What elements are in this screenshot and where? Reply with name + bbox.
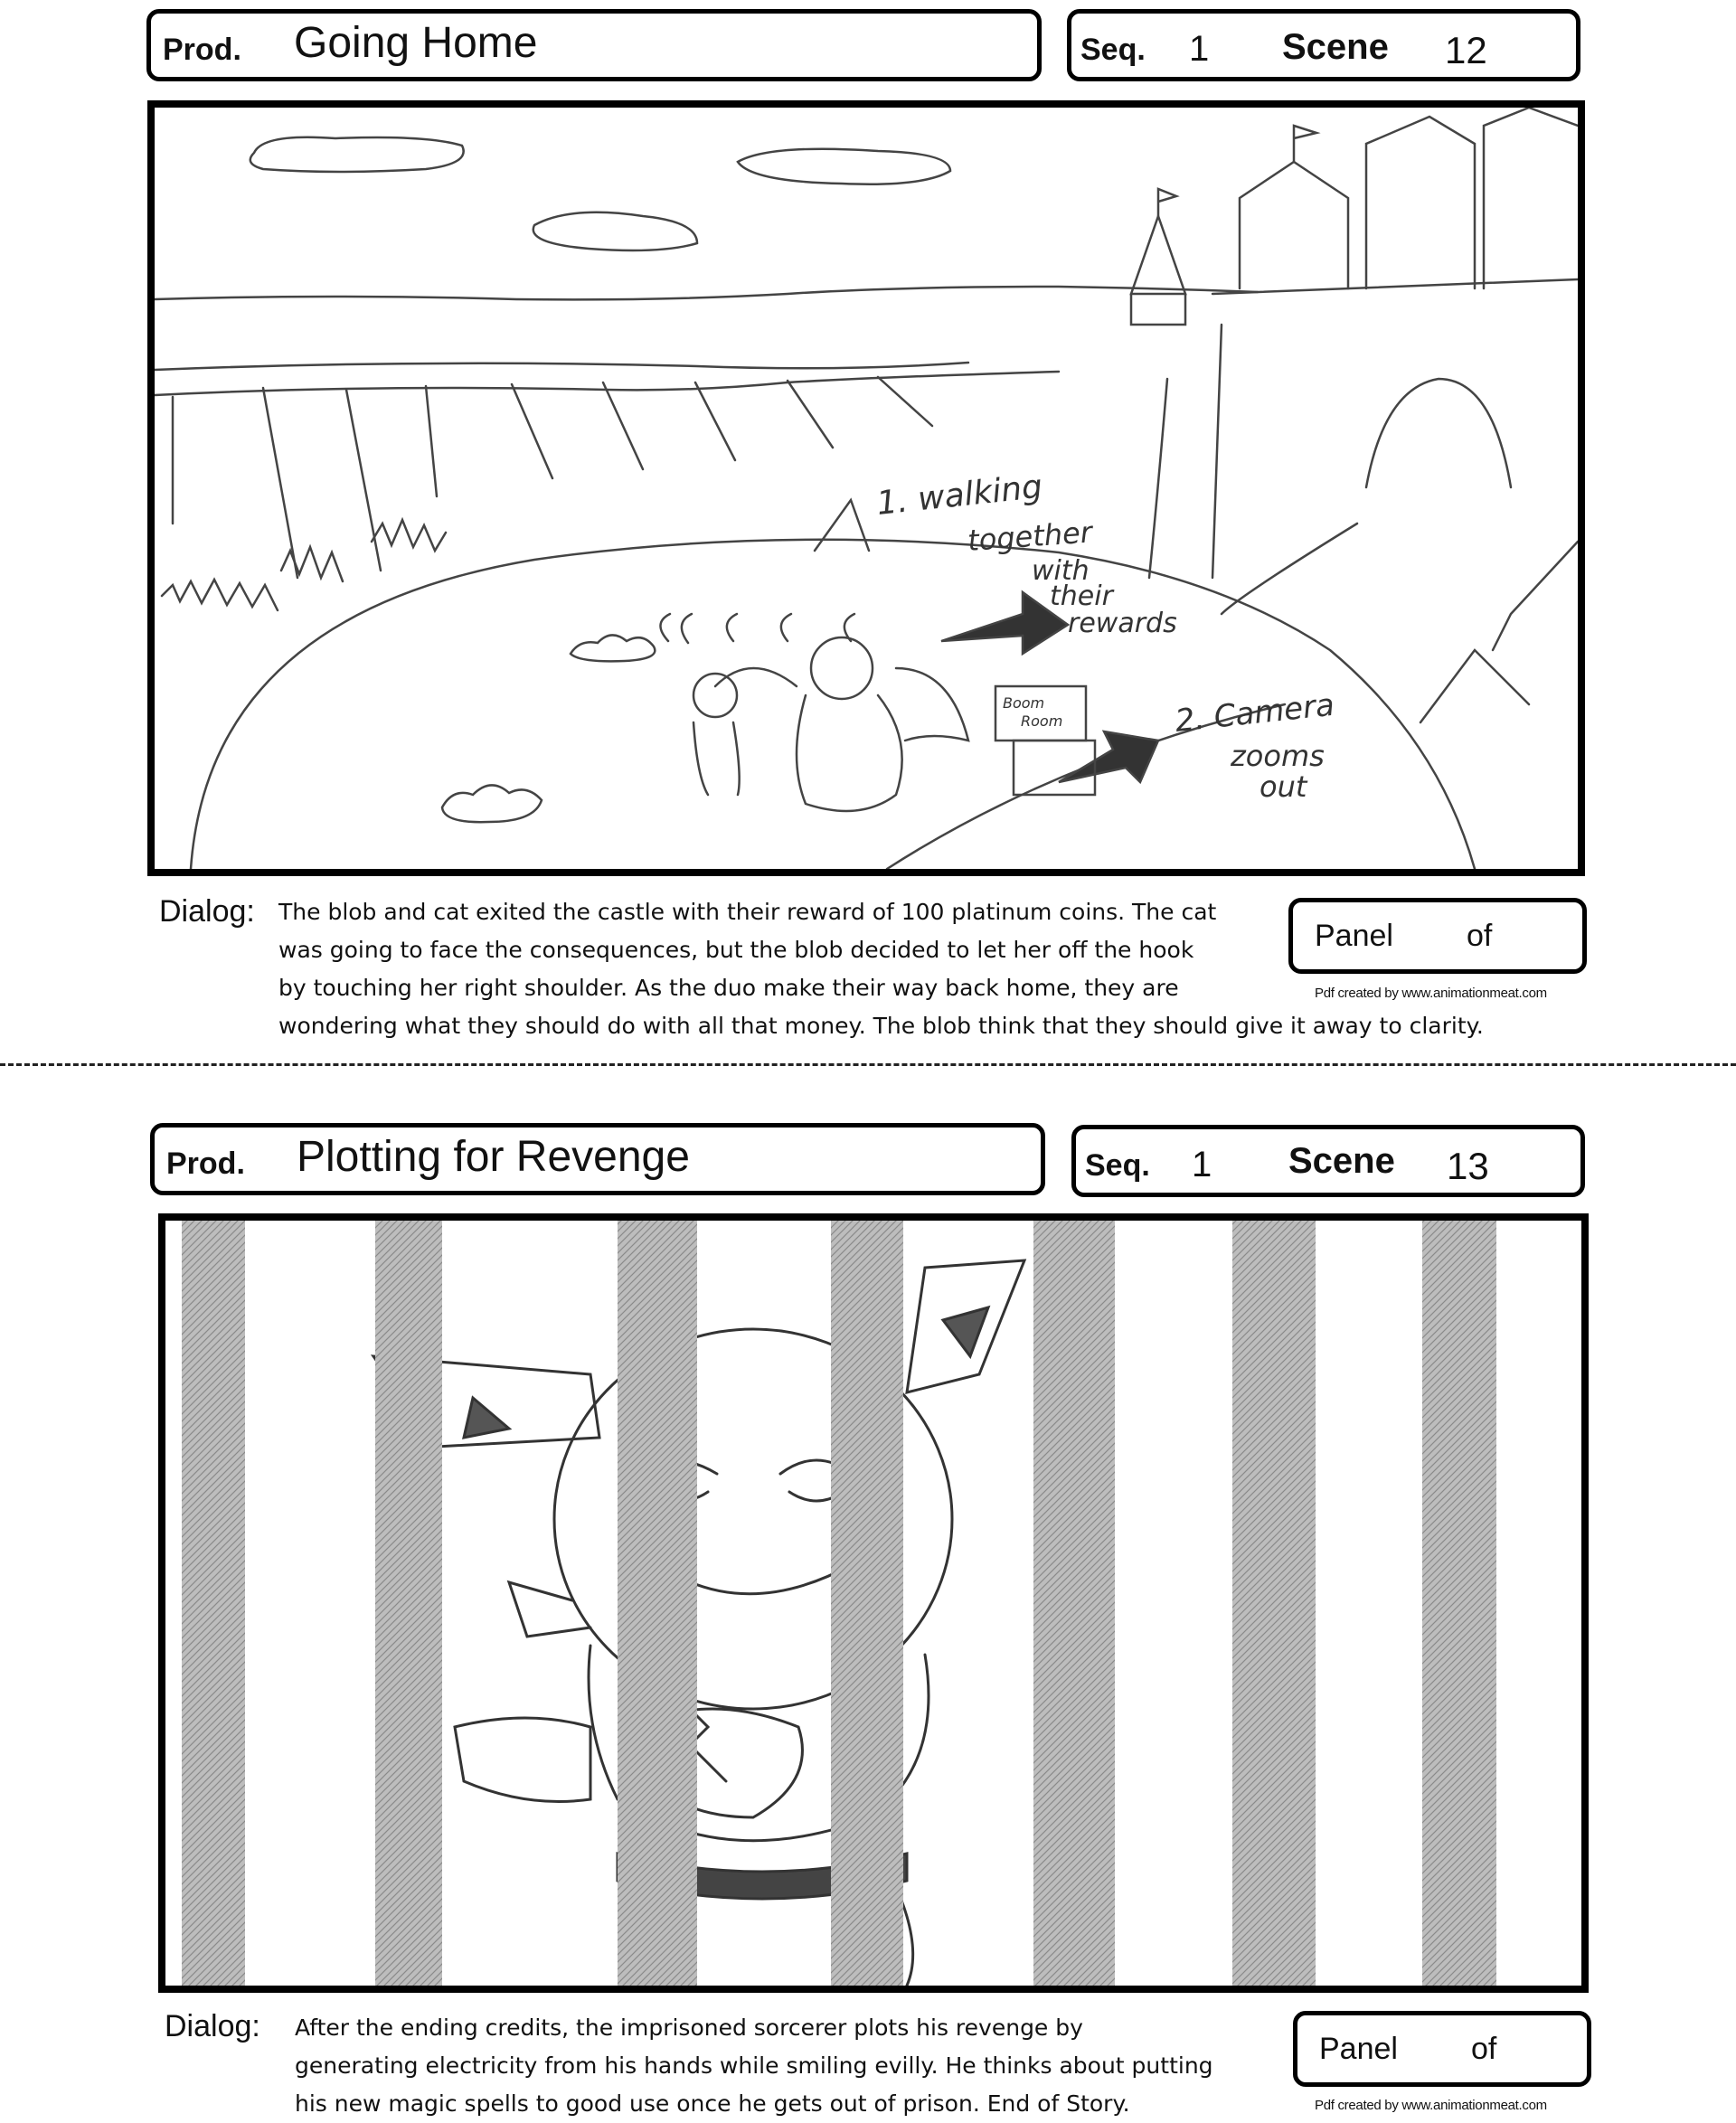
scene-value-1: 12 bbox=[1445, 29, 1487, 71]
sketch-note: Room bbox=[1021, 712, 1063, 730]
panel-label-2: Panel bbox=[1319, 2032, 1398, 2066]
sketch-note: Boom bbox=[1003, 694, 1045, 712]
prison-scene-sketch bbox=[165, 1221, 1581, 1986]
seq-value-2: 1 bbox=[1192, 1145, 1212, 1184]
panel-count-box-1 bbox=[1288, 898, 1587, 974]
production-title-2: Plotting for Revenge bbox=[297, 1133, 690, 1181]
seq-label-1: Seq. bbox=[1080, 33, 1146, 67]
panel-count-box-2 bbox=[1293, 2011, 1591, 2087]
storyboard-frame-2 bbox=[158, 1213, 1589, 1993]
dialog-label-2: Dialog: bbox=[165, 2009, 260, 2043]
dialog-line: wondering what they should do with all that money. The blob think that they should give it away to clarity. bbox=[278, 1013, 1484, 1039]
of-label-2: of bbox=[1471, 2032, 1497, 2066]
seq-value-1: 1 bbox=[1189, 29, 1210, 69]
sketch-note: 1. walking bbox=[874, 467, 1044, 523]
panel-label-1: Panel bbox=[1315, 919, 1393, 953]
castle-scene-sketch bbox=[155, 108, 1578, 869]
sketch-note: rewards bbox=[1068, 608, 1177, 639]
sketch-note: with bbox=[1032, 555, 1090, 587]
credit-1: Pdf created by www.animationmeat.com bbox=[1315, 986, 1547, 1001]
prison-bars bbox=[182, 1221, 1496, 1986]
production-title-1: Going Home bbox=[294, 19, 538, 67]
sketch-note: together bbox=[966, 514, 1094, 558]
dialog-text-2 bbox=[295, 2009, 1307, 2123]
credit-2: Pdf created by www.animationmeat.com bbox=[1315, 2098, 1547, 2113]
sketch-note: zooms bbox=[1231, 739, 1325, 773]
scene-label-2: Scene bbox=[1288, 1141, 1395, 1181]
prod-title-box-1 bbox=[146, 9, 1042, 81]
prod-label-2: Prod. bbox=[166, 1146, 245, 1181]
storyboard-frame-1 bbox=[147, 100, 1585, 876]
dialog-line: The blob and cat exited the castle with their reward of 100 platinum coins. The cat bbox=[278, 899, 1217, 925]
dialog-line: generating electricity from his hands while smiling evilly. He thinks about putting bbox=[295, 2052, 1213, 2079]
cut-line bbox=[0, 1063, 1736, 1066]
sketch-note: their bbox=[1050, 580, 1113, 612]
seq-label-2: Seq. bbox=[1085, 1148, 1150, 1183]
sketch-note: out bbox=[1260, 769, 1307, 804]
dialog-label-1: Dialog: bbox=[159, 894, 255, 929]
dialog-line: his new magic spells to good use once he gets out of prison. End of Story. bbox=[295, 2090, 1130, 2117]
scene-value-2: 13 bbox=[1447, 1145, 1489, 1187]
dialog-line: by touching her right shoulder. As the duo make their way back home, they are bbox=[278, 975, 1179, 1001]
prod-label-1: Prod. bbox=[163, 33, 241, 67]
sketch-note: 2. Camera bbox=[1173, 686, 1336, 740]
of-label-1: of bbox=[1467, 919, 1493, 953]
scene-label-1: Scene bbox=[1282, 27, 1389, 67]
dialog-line: was going to face the consequences, but the blob decided to let her off the hook bbox=[278, 937, 1194, 963]
dialog-line: After the ending credits, the imprisoned sorcerer plots his revenge by bbox=[295, 2014, 1083, 2041]
